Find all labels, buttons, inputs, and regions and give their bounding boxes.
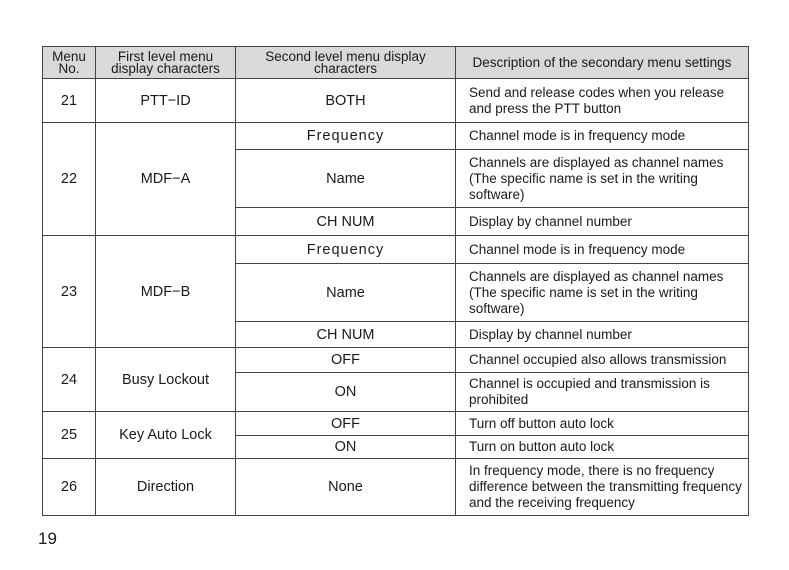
table-row bbox=[43, 348, 749, 373]
page-number: 19 bbox=[38, 529, 57, 548]
first-level-label: Key Auto Lock bbox=[96, 412, 236, 459]
second-level-label: Name bbox=[236, 264, 456, 322]
first-level-label: MDF−A bbox=[96, 123, 236, 236]
menu-number: 21 bbox=[43, 79, 96, 123]
second-level-label: BOTH bbox=[236, 79, 456, 123]
header-description: Description of the secondary menu settings bbox=[456, 47, 749, 79]
option-description: Channel mode is in frequency mode bbox=[456, 236, 749, 264]
table-row bbox=[43, 412, 749, 436]
table-header-row bbox=[43, 47, 749, 79]
table-row bbox=[43, 236, 749, 264]
table-row bbox=[43, 459, 749, 516]
second-level-label: Name bbox=[236, 150, 456, 208]
second-level-label: OFF bbox=[236, 412, 456, 436]
menu-number: 26 bbox=[43, 459, 96, 516]
second-level-label: CH NUM bbox=[236, 322, 456, 348]
menu-settings-table bbox=[42, 46, 749, 516]
table-row bbox=[43, 123, 749, 150]
first-level-label: PTT−ID bbox=[96, 79, 236, 123]
option-description: Send and release codes when you release and press the PTT button bbox=[456, 79, 749, 123]
second-level-label: None bbox=[236, 459, 456, 516]
option-description: Display by channel number bbox=[456, 208, 749, 236]
menu-number: 24 bbox=[43, 348, 96, 412]
menu-number: 22 bbox=[43, 123, 96, 236]
second-level-label: ON bbox=[236, 436, 456, 459]
option-description: Channel is occupied and transmission is prohibited bbox=[456, 373, 749, 412]
second-level-label: Frequency bbox=[236, 236, 456, 264]
option-description: Display by channel number bbox=[456, 322, 749, 348]
menu-number: 25 bbox=[43, 412, 96, 459]
table-row bbox=[43, 79, 749, 123]
second-level-label: OFF bbox=[236, 348, 456, 373]
header-first-level: First level menu display characters bbox=[96, 47, 236, 79]
first-level-label: Busy Lockout bbox=[96, 348, 236, 412]
option-description: Channels are displayed as channel names (The specific name is set in the writing software) bbox=[456, 150, 749, 208]
option-description: Channel mode is in frequency mode bbox=[456, 123, 749, 150]
header-second-level: Second level menu display characters bbox=[236, 47, 456, 79]
header-menu-no: Menu No. bbox=[43, 47, 96, 79]
second-level-label: CH NUM bbox=[236, 208, 456, 236]
option-description: Channel occupied also allows transmission bbox=[456, 348, 749, 373]
menu-number: 23 bbox=[43, 236, 96, 348]
second-level-label: Frequency bbox=[236, 123, 456, 150]
option-description: Channels are displayed as channel names (The specific name is set in the writing software) bbox=[456, 264, 749, 322]
option-description: In frequency mode, there is no frequency difference between the transmitting frequency and the receiving frequency bbox=[456, 459, 749, 516]
option-description: Turn off button auto lock bbox=[456, 412, 749, 436]
first-level-label: Direction bbox=[96, 459, 236, 516]
first-level-label: MDF−B bbox=[96, 236, 236, 348]
option-description: Turn on button auto lock bbox=[456, 436, 749, 459]
second-level-label: ON bbox=[236, 373, 456, 412]
